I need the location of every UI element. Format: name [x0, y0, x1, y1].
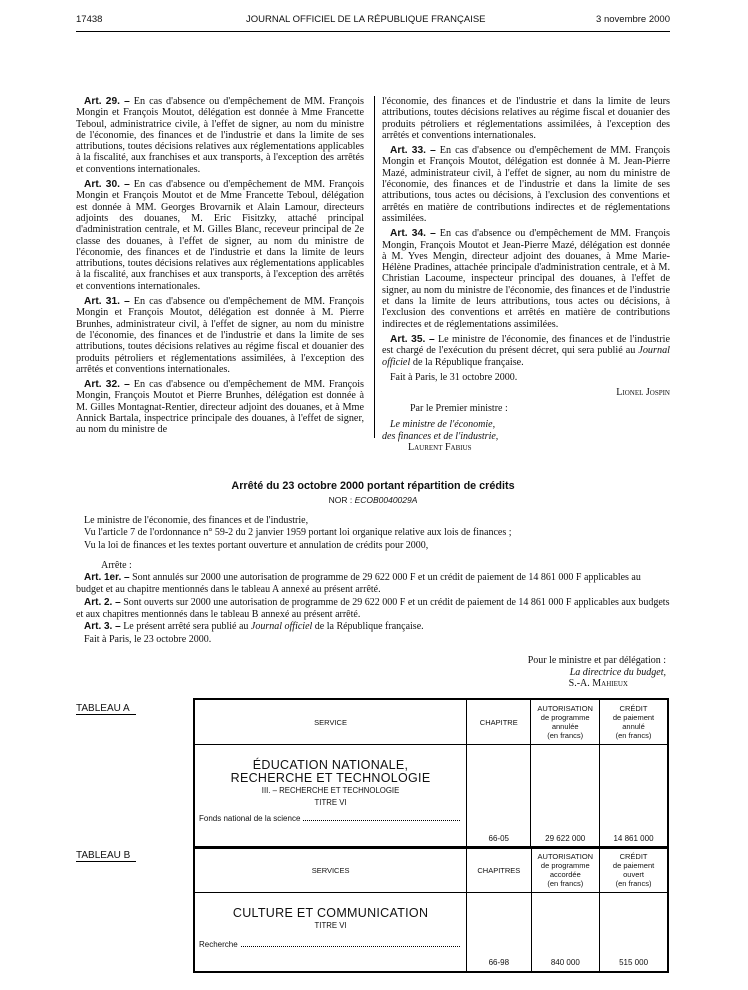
- row-label: Fonds national de la science: [199, 814, 462, 823]
- right-column: [382, 96, 670, 454]
- tableau-a: [193, 698, 669, 849]
- service-cell: [194, 745, 467, 849]
- decree-date: Fait à Paris, le 31 octobre 2000.: [390, 371, 518, 383]
- autorisation-value: 29 622 000: [531, 745, 600, 849]
- article-32: Art. 32. – En cas d'absence ou d'empêchement de MM. François Mongin, François Moutot et Pierre Brunhes, délégation est donnée à M. Gilles Montagnat-Rentier, directeur adjoint des douanes, et à Mme Annick Bartala, inspectrice principale des douanes, à l'effet de signer, au nom du ministre de: [76, 379, 364, 436]
- titre-label: TITRE VI: [314, 798, 347, 807]
- ministry-name: CULTURE ET COMMUNICATION: [232, 906, 429, 920]
- tableau-a-label: TABLEAU A: [76, 703, 136, 715]
- credit-value: 515 000: [600, 893, 668, 973]
- article-31: Art. 31. – En cas d'absence ou d'empêchement de MM. François Mongin et François Moutot, délégation est donnée à M. Pierre Brunhes, administrateur civil, à l'effet de signer, au nom du ministre de l'économie, des finances et de l'industrie et dans la limite de ses attributions, toutes décisions relatives au régime fiscal et douanier des produits pétroliers et réglementations assimilées, à l'exception des arrêtés et conventions internationales.: [76, 296, 364, 375]
- tableau-b: [193, 846, 669, 973]
- arrete-article-1: Art. 1er. – Sont annulés sur 2000 une autorisation de programme de 29 622 000 F et un crédit de paiement de 14 861 000 F applicables au budget et au chapitre mentionnés dans le tableau A annexé au présent arrêté.: [76, 572, 641, 596]
- intro-vu-1: Vu l'article 7 de l'ordonnance n° 59-2 du 2 janvier 1959 portant loi organique relative aux lois de finances ;: [84, 527, 512, 539]
- page-number: 17438: [76, 14, 103, 25]
- table-header-row: [194, 847, 668, 893]
- arrete-date: Fait à Paris, le 23 octobre 2000.: [84, 633, 212, 645]
- page-header: [76, 14, 670, 28]
- header-rule: [76, 31, 670, 32]
- intro-vu-2: Vu la loi de finances et les textes portant ouverture et annulation de crédits pour 2000,: [84, 539, 429, 551]
- header-chapitres: CHAPITRES: [467, 847, 531, 893]
- header-autorisation: AUTORISATION de programme accordée (en francs): [531, 847, 600, 893]
- signatory: Lionel Jospin: [616, 387, 670, 399]
- header-autorisation: AUTORISATION de programme annulée (en francs): [531, 699, 600, 745]
- arrete-title: Arrêté du 23 octobre 2000 portant répartition de crédits: [231, 480, 515, 492]
- arrete-label: Arrête :: [101, 559, 132, 571]
- article-29: Art. 29. – En cas d'absence ou d'empêchement de MM. François Mongin et François Moutot, délégation est donnée à Mme Francette Teboul, administratrice civile, à l'effet de signer, au nom du ministre de l'économie, des finances et de l'industrie et dans la limite de ses attributions, toutes décisions relatives aux réglementations applicables à la fiscalité, aux franchises et aux transports, à l'exception des arrêtés et conventions internationales.: [76, 96, 364, 175]
- tableau-b-label: TABLEAU B: [76, 850, 136, 862]
- chapitre-value: 66-98: [467, 893, 531, 973]
- nor-reference: NOR : ECOB0040029A: [328, 495, 418, 505]
- arrete-article-2: Art. 2. – Sont ouverts sur 2000 une autorisation de programme de 29 622 000 F et un crédit de paiement de 14 861 000 F applicables aux budgets et aux chapitres mentionnés dans le tableau B annexé au présent arrêté.: [76, 596, 670, 621]
- par-le-premier-ministre: Par le Premier ministre :: [410, 402, 508, 414]
- header-service: SERVICE: [194, 699, 467, 745]
- header-credit: CRÉDIT de paiement ouvert (en francs): [600, 847, 668, 893]
- header-chapitre: CHAPITRE: [467, 699, 531, 745]
- titre-label: TITRE VI: [314, 921, 347, 930]
- header-services: SERVICES: [194, 847, 467, 893]
- minister-title-2: des finances et de l'industrie,: [382, 430, 499, 442]
- article-35: Art. 35. – Le ministre de l'économie, des finances et de l'industrie est chargé de l'exécution du présent décret, qui sera publié au Journal officiel de la République française.: [382, 333, 670, 368]
- chapitre-value: 66-05: [467, 745, 531, 849]
- ministry-name-2: RECHERCHE ET TECHNOLOGIE: [230, 771, 431, 785]
- section-name: III. – RECHERCHE ET TECHNOLOGIE: [261, 786, 400, 795]
- autorisation-value: 840 000: [531, 893, 600, 973]
- issue-date: 3 novembre 2000: [596, 14, 670, 25]
- delegation-signature: Pour le ministre et par délégation : La directrice du budget, S.-A. Mahieux: [527, 655, 666, 689]
- header-credit: CRÉDIT de paiement annulé (en francs): [600, 699, 668, 745]
- left-column: [76, 96, 364, 440]
- table-row: [194, 893, 668, 973]
- minister-title-1: Le ministre de l'économie,: [390, 419, 496, 431]
- table-header-row: [194, 699, 668, 745]
- article-33: Art. 33. – En cas d'absence ou d'empêchement de MM. François Mongin et François Moutot, délégation est donnée à M. Jean-Pierre Mazé, administrateur civil, à l'effet de signer, au nom du ministre de l'économie, des finances et de l'industrie et dans la limite de ses attributions, tous actes ou décisions, à l'exclusion des conventions et arrêtés en matière de contributions indirectes et de réglementations assimilées.: [382, 145, 670, 224]
- row-label: Recherche: [199, 940, 462, 949]
- article-34: Art. 34. – En cas d'absence ou d'empêchement de MM. François Mongin, François Moutot et Jean-Pierre Mazé, délégation est donnée à M. Yves Mengin, directeur adjoint des douanes, à Mme Marie-Hélène Pradines, attachée principale d'administration centrale, et à M. Christian Lacoume, inspecteur principal des douanes, à l'effet de signer, au nom du ministre de l'économie, des finances et de l'industrie et dans la limite de leurs attributions, tous actes ou décisions, à l'exclusion des conventions et arrêtés en matière de contributions indirectes et de réglementations assimilées.: [382, 228, 670, 330]
- credit-value: 14 861 000: [600, 745, 668, 849]
- article-30: Art. 30. – En cas d'absence ou d'empêchement de MM. François Mongin et François Moutot et de Mme Francette Teboul, délégation est donnée à MM. Georges Brovarnik et Alain Lamour, directeurs adjoints des douanes, M. Eric Fisitzky, attaché principal d'administration centrale, et M. Gilles Blanc, receveur principal de 2e classe des douanes, à l'effet de signer, au nom du ministre de l'économie, des finances et de l'industrie et dans la limite de leurs attributions, toutes décisions relatives aux réglementations applicables à la fiscalité, aux franchises et aux transports, à l'exception des arrêtés et conventions internationales.: [76, 179, 364, 292]
- service-cell: [194, 893, 467, 973]
- arrete-body: [76, 515, 670, 646]
- column-divider: [374, 96, 375, 438]
- intro-minister: Le ministre de l'économie, des finances et de l'industrie,: [84, 515, 309, 526]
- journal-title: JOURNAL OFFICIEL DE LA RÉPUBLIQUE FRANÇAISE: [246, 14, 486, 25]
- minister-name: Laurent Fabius: [408, 442, 472, 454]
- ministry-name-1: ÉDUCATION NATIONALE,: [252, 758, 409, 772]
- article-32-continuation: l'économie, des finances et de l'industrie et dans la limite de leurs attributions, toutes décisions relatives au régime fiscal et douanier des produits pétroliers et réglementations assimilées, à l'exception des arrêtés et conventions internationales.: [382, 96, 670, 141]
- table-row: [194, 745, 668, 849]
- arrete-article-3: Art. 3. – Le présent arrêté sera publié au Journal officiel de la République française.: [84, 621, 424, 633]
